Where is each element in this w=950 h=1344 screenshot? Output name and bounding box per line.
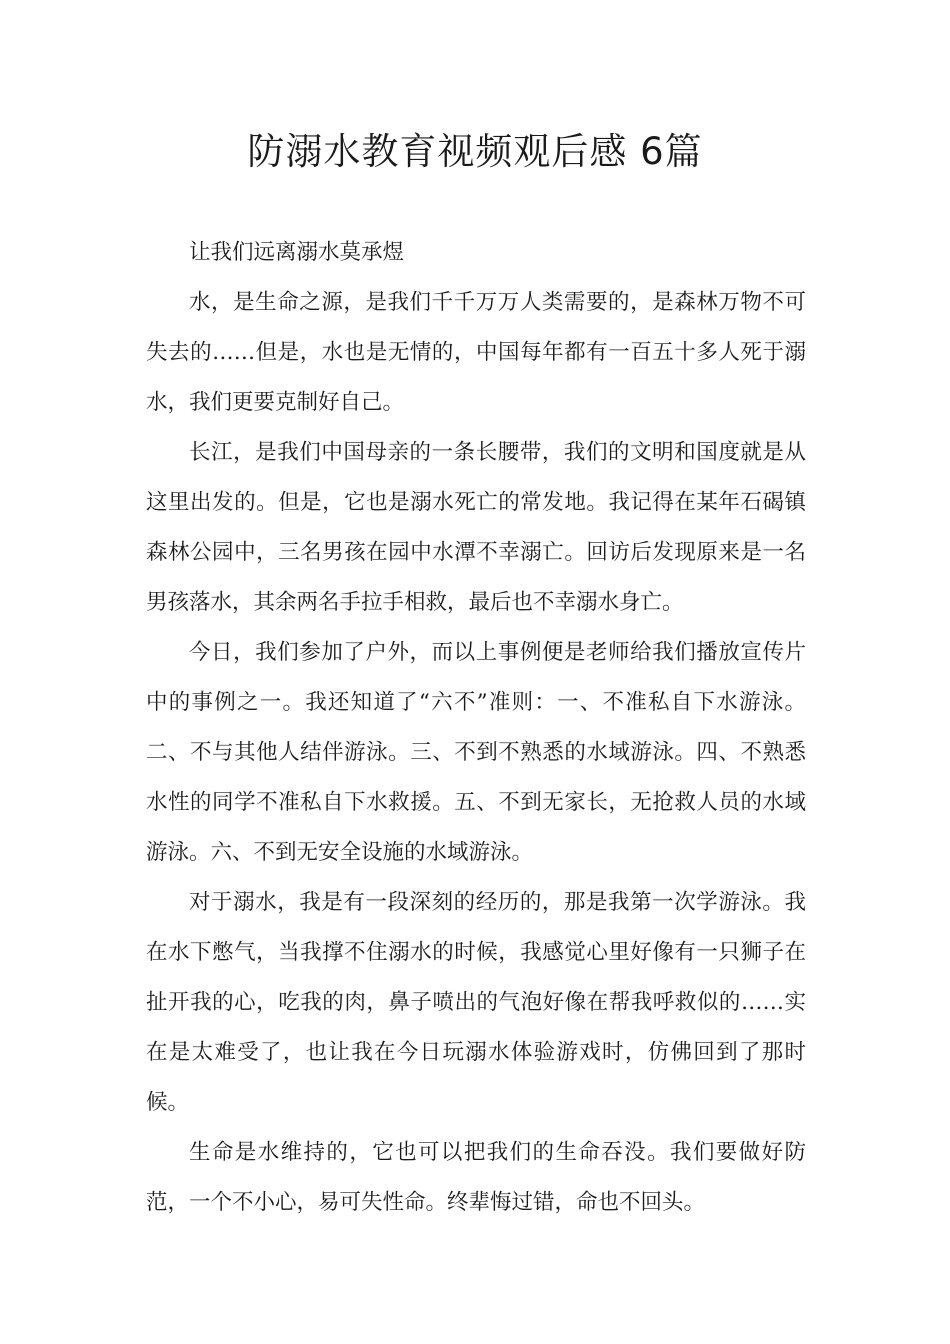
- paragraph: 长江，是我们中国母亲的一条长腰带，我们的文明和国度就是从这里出发的。但是，它也是溺水死亡的常发地。我记得在某年石碣镇森林公园中，三名男孩在园中水潭不幸溺亡。回访后发现原来是一名男孩落水，其余两名手拉手相救，最后也不幸溺水身亡。: [146, 440, 806, 615]
- paragraph: 生命是水维持的，它也可以把我们的生命吞没。我们要做好防范，一个不小心，易可失性命。终辈悔过错，命也不回头。: [146, 1140, 806, 1215]
- subtitle-line: 让我们远离溺水莫承煜: [189, 240, 405, 265]
- document-title: 防溺水教育视频观后感 6篇: [247, 130, 703, 173]
- paragraph: 今日，我们参加了户外，而以上事例便是老师给我们播放宣传片中的事例之一。我还知道了“六不”准则：一、不准私自下水游泳。二、不与其他人结伴游泳。三、不到不熟悉的水域游泳。四、不熟悉水性的同学不准私自下水救援。五、不到无家长，无抢救人员的水域游泳。六、不到无安全设施的水域游泳。: [146, 640, 806, 865]
- document-body: [146, 228, 806, 1228]
- paragraph: 对于溺水，我是有一段深刻的经历的，那是我第一次学游泳。我在水下憋气，当我撑不住溺水的时候，我感觉心里好像有一只狮子在扯开我的心，吃我的肉，鼻子喷出的气泡好像在帮我呼救似的……实在是太难受了，也让我在今日玩溺水体验游戏时，仿佛回到了那时候。: [146, 890, 806, 1115]
- paragraph: 水，是生命之源，是我们千千万万人类需要的，是森林万物不可失去的……但是，水也是无情的，中国每年都有一百五十多人死于溺水，我们更要克制好自己。: [146, 290, 806, 415]
